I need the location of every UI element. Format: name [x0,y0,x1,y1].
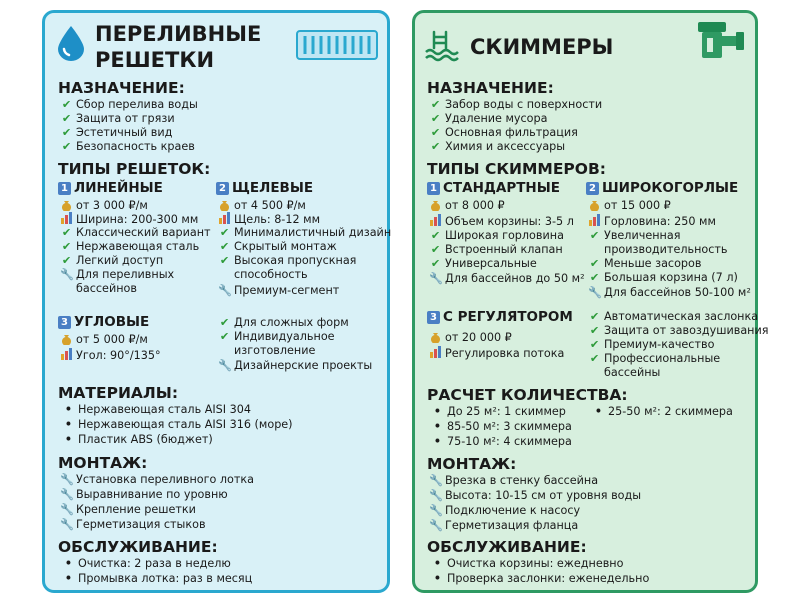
type-corner-title: 3 УГЛОВЫЕ [58,314,149,330]
list-item: ✔ Защита от грязи [61,112,175,125]
check-icon: ✔ [589,338,600,351]
money-bag-icon [60,198,73,211]
bullet-icon: • [64,403,73,416]
type-linear-spec: Ширина: 200-300 мм [60,212,198,227]
number-badge: 1 [427,182,440,195]
list-item: • Промывка лотка: раз в месяц [62,572,252,586]
wrench-icon: 🔧 [429,272,443,285]
list-item: 🔧 Врезка в стенку бассейна [429,474,599,487]
money-bag-icon [429,330,442,343]
list-item: ✔ Сбор перелива воды [61,98,198,111]
type-wide-title: 2 ШИРОКОГОРЛЫЕ [586,180,738,196]
right-service-heading: ОБСЛУЖИВАНИЕ: [427,538,587,556]
bar-chart-icon [60,212,73,224]
type-regulator-price: от 20 000 ₽ [429,330,512,345]
list-item: 🔧 Герметизация стыков [60,518,206,531]
type-standard-spec: Объем корзины: 3-5 л [429,214,574,229]
wrench-icon: 🔧 [588,286,602,299]
list-item-cont: бассейнов [76,282,137,295]
list-item: ✔ Основная фильтрация [430,126,578,139]
check-icon: ✔ [61,226,72,239]
check-icon: ✔ [430,243,441,256]
list-item: 🔧 Премиум-сегмент [218,284,340,297]
list-item: ✔ Встроенный клапан [430,243,563,256]
wrench-icon: 🔧 [60,473,74,486]
list-item: 🔧 Выравнивание по уровню [60,488,228,501]
bullet-icon: • [433,557,442,570]
wrench-icon: 🔧 [218,284,232,297]
check-icon: ✔ [219,316,230,329]
bar-chart-icon [588,214,601,226]
bullet-icon: • [64,557,73,570]
bar-chart-icon [429,346,442,358]
check-icon: ✔ [589,271,600,284]
list-item-cont: бассейны [604,366,661,379]
list-item: ✔ Премиум-качество [589,338,715,351]
bullet-icon: • [433,572,442,585]
money-bag-icon [218,198,231,211]
type-corner-spec: Угол: 90°/135° [60,348,161,363]
check-icon: ✔ [589,324,600,337]
list-item: ✔ Универсальные [430,257,537,270]
check-icon: ✔ [219,330,230,343]
pool-waves-icon [424,28,462,62]
check-icon: ✔ [61,98,72,111]
list-item: • Очистка корзины: ежедневно [431,557,623,571]
check-icon: ✔ [430,229,441,242]
type-standard-title: 1 СТАНДАРТНЫЕ [427,180,560,196]
number-badge: 3 [427,311,440,324]
right-install-heading: МОНТАЖ: [427,455,517,473]
wrench-icon: 🔧 [60,518,74,531]
check-icon: ✔ [430,140,441,153]
check-icon: ✔ [589,310,600,323]
check-icon: ✔ [430,98,441,111]
wrench-icon: 🔧 [429,474,443,487]
list-item: ✔ Скрытый монтаж [219,240,337,253]
skimmer-icon [692,18,748,62]
list-item: • 85-50 м²: 3 скиммера [431,420,572,434]
bullet-icon: • [64,572,73,585]
bullet-icon: • [433,420,442,433]
list-item: ✔ Классический вариант [61,226,211,239]
check-icon: ✔ [219,240,230,253]
list-item: 🔧 Подключение к насосу [429,504,581,517]
list-item: ✔ Автоматическая заслонка [589,310,759,323]
list-item-cont: способность [234,268,308,281]
list-item: ✔ Большая корзина (7 л) [589,271,738,284]
list-item: • Пластик ABS (бюджет) [62,433,213,447]
list-item: 🔧 Для переливных [60,268,175,281]
list-item: 🔧 Установка переливного лотка [60,473,255,486]
list-item: • Нержавеющая сталь AISI 316 (море) [62,418,293,432]
type-slot-spec: Щель: 8-12 мм [218,212,320,227]
check-icon: ✔ [61,140,72,153]
wrench-icon: 🔧 [218,359,232,372]
bullet-icon: • [433,405,442,418]
list-item: ✔ Профессиональные [589,352,721,365]
money-bag-icon [60,332,73,345]
list-item: 🔧 Для бассейнов до 50 м² [429,272,585,285]
list-item: 🔧 Для бассейнов 50-100 м² [588,286,751,299]
list-item: ✔ Забор воды с поверхности [430,98,603,111]
list-item: • Очистка: 2 раза в неделю [62,557,231,571]
list-item: ✔ Меньше засоров [589,257,702,270]
money-bag-icon [429,198,442,211]
type-slot-price: от 4 500 ₽/м [218,198,306,213]
check-icon: ✔ [61,126,72,139]
number-badge: 3 [58,316,71,329]
wrench-icon: 🔧 [60,503,74,516]
list-item-cont: производительность [604,243,728,256]
list-item: 🔧 Герметизация фланца [429,519,579,532]
bar-chart-icon [60,348,73,360]
list-item: ✔ Минималистичный дизайн [219,226,392,239]
grate-icon [296,30,378,60]
bar-chart-icon [218,212,231,224]
list-item: ✔ Защита от завоздушивания [589,324,769,337]
check-icon: ✔ [430,126,441,139]
type-linear-price: от 3 000 ₽/м [60,198,148,213]
list-item: ✔ Эстетичный вид [61,126,173,139]
type-regulator-title: 3 С РЕГУЛЯТОРОМ [427,309,573,325]
list-item: ✔ Индивидуальное [219,330,335,343]
check-icon: ✔ [589,257,600,270]
list-item: • 75-10 м²: 4 скиммера [431,435,572,449]
water-drop-icon [55,24,87,62]
wrench-icon: 🔧 [60,488,74,501]
list-item: • Проверка заслонки: еженедельно [431,572,649,586]
bullet-icon: • [433,435,442,448]
number-badge: 2 [586,182,599,195]
wrench-icon: 🔧 [429,519,443,532]
left-materials-heading: МАТЕРИАЛЫ: [58,384,179,402]
bar-chart-icon [429,214,442,226]
check-icon: ✔ [219,226,230,239]
list-item: ✔ Удаление мусора [430,112,548,125]
list-item: 🔧 Высота: 10-15 см от уровня воды [429,489,642,502]
check-icon: ✔ [430,112,441,125]
check-icon: ✔ [589,352,600,365]
check-icon: ✔ [430,257,441,270]
type-wide-price: от 15 000 ₽ [588,198,671,213]
right-title: СКИММЕРЫ [470,35,614,59]
left-purpose-heading: НАЗНАЧЕНИЕ: [58,79,185,97]
wrench-icon: 🔧 [429,504,443,517]
right-purpose-heading: НАЗНАЧЕНИЕ: [427,79,554,97]
left-service-heading: ОБСЛУЖИВАНИЕ: [58,538,218,556]
type-linear-title: 1 ЛИНЕЙНЫЕ [58,180,163,196]
number-badge: 2 [216,182,229,195]
number-badge: 1 [58,182,71,195]
type-corner-price: от 5 000 ₽/м [60,332,148,347]
left-types-heading: ТИПЫ РЕШЕТОК: [58,160,211,178]
type-wide-spec: Горловина: 250 мм [588,214,716,229]
left-install-heading: МОНТАЖ: [58,454,148,472]
bullet-icon: • [64,418,73,431]
type-standard-price: от 8 000 ₽ [429,198,505,213]
check-icon: ✔ [589,229,600,242]
bullet-icon: • [594,405,603,418]
list-item: ✔ Нержавеющая сталь [61,240,200,253]
list-item: ✔ Высокая пропускная [219,254,357,267]
wrench-icon: 🔧 [60,268,74,281]
type-regulator-spec: Регулировка потока [429,346,564,361]
bullet-icon: • [64,433,73,446]
list-item-cont: изготовление [234,344,316,357]
list-item: ✔ Легкий доступ [61,254,164,267]
wrench-icon: 🔧 [429,489,443,502]
list-item: • Нержавеющая сталь AISI 304 [62,403,251,417]
list-item: ✔ Для сложных форм [219,316,349,329]
check-icon: ✔ [61,254,72,267]
right-types-heading: ТИПЫ СКИММЕРОВ: [427,160,606,178]
list-item: ✔ Безопасность краев [61,140,195,153]
list-item: • 25-50 м²: 2 скиммера [592,405,733,419]
right-calc-heading: РАСЧЕТ КОЛИЧЕСТВА: [427,386,628,404]
type-slot-title: 2 ЩЕЛЕВЫЕ [216,180,313,196]
list-item: ✔ Увеличенная [589,229,681,242]
check-icon: ✔ [61,240,72,253]
list-item: 🔧 Крепление решетки [60,503,196,516]
check-icon: ✔ [61,112,72,125]
money-bag-icon [588,198,601,211]
left-title-line2: РЕШЕТКИ [95,48,215,72]
list-item: ✔ Химия и аксессуары [430,140,566,153]
list-item: 🔧 Дизайнерские проекты [218,359,373,372]
check-icon: ✔ [219,254,230,267]
left-title-line1: ПЕРЕЛИВНЫЕ [95,22,262,46]
list-item: • До 25 м²: 1 скиммер [431,405,566,419]
list-item: ✔ Широкая горловина [430,229,564,242]
